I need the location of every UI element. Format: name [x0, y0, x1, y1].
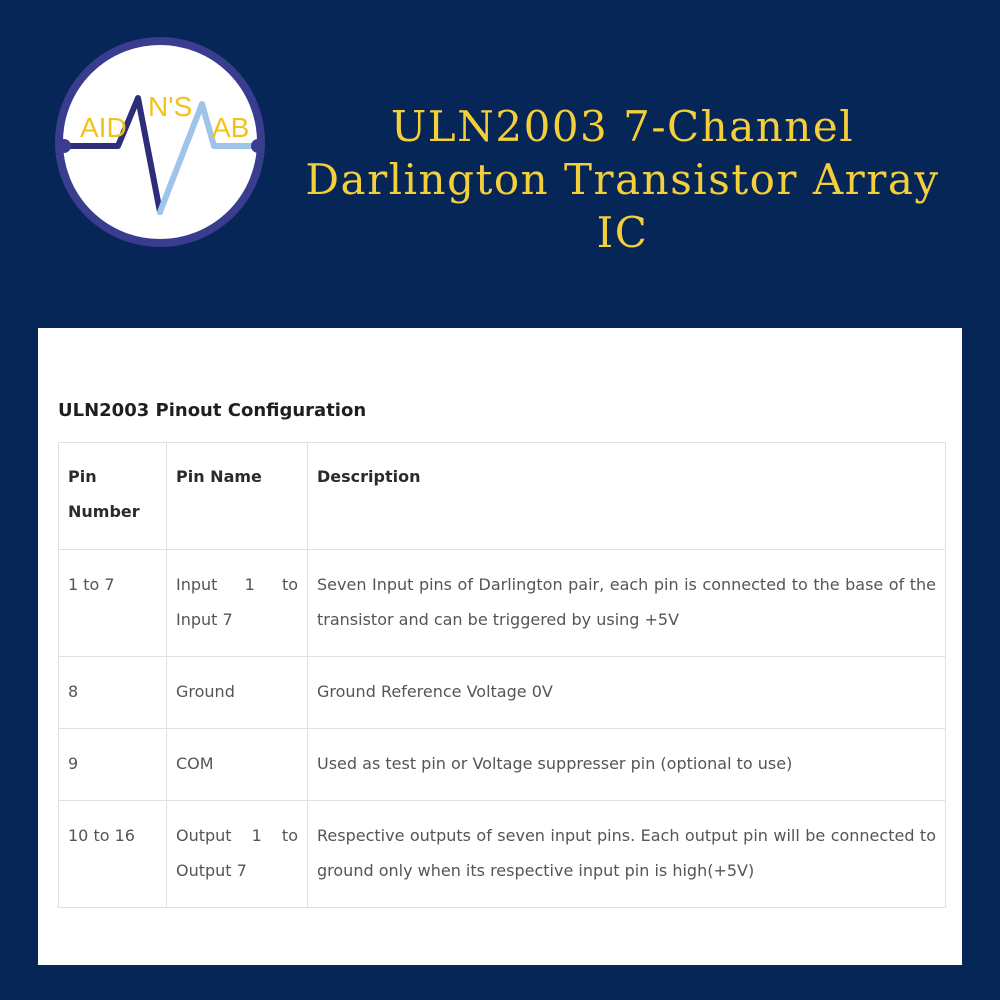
- cell-description: Used as test pin or Voltage suppresser pin (optional to use): [308, 729, 946, 801]
- cell-name: Output 1 to Output 7: [167, 801, 308, 908]
- pinout-table: [58, 442, 946, 908]
- aidans-lab-logo: [52, 34, 268, 250]
- cell-pin: 9: [59, 729, 167, 801]
- cell-name: Input 1 to Input 7: [167, 550, 308, 657]
- page-title: [290, 100, 955, 259]
- card-title: ULN2003 Pinout Configuration: [58, 400, 367, 421]
- table-row: [59, 550, 946, 657]
- logo-node-left: [57, 139, 71, 153]
- cell-name: Ground: [167, 657, 308, 729]
- table-row: [59, 729, 946, 801]
- cell-description: Respective outputs of seven input pins. Each output pin will be connected to ground only when its respective input pin is high(+5V): [308, 801, 946, 908]
- cell-description: Seven Input pins of Darlington pair, each pin is connected to the base of the transistor and can be triggered by using +5V: [308, 550, 946, 657]
- table-header-row: [59, 443, 946, 550]
- cell-pin: 8: [59, 657, 167, 729]
- cell-pin: 10 to 16: [59, 801, 167, 908]
- logo-graphic: [52, 34, 268, 250]
- logo-node-right: [251, 139, 265, 153]
- cell-description: Ground Reference Voltage 0V: [308, 657, 946, 729]
- table-row: [59, 801, 946, 908]
- header-pin-number: Pin Number: [59, 443, 167, 550]
- title-line-2: Darlington Transistor Array: [305, 155, 940, 204]
- header-pin-name: Pin Name: [167, 443, 308, 550]
- title-line-3: IC: [596, 208, 649, 257]
- logo-text-right: AB: [212, 112, 250, 143]
- cell-name: COM: [167, 729, 308, 801]
- header-description: Description: [308, 443, 946, 550]
- title-line-1: ULN2003 7-Channel: [390, 102, 855, 151]
- table-row: [59, 657, 946, 729]
- cell-pin: 1 to 7: [59, 550, 167, 657]
- logo-text-mid: N'S: [148, 91, 193, 122]
- pinout-card: [38, 328, 962, 965]
- logo-text-left: AID: [80, 112, 127, 143]
